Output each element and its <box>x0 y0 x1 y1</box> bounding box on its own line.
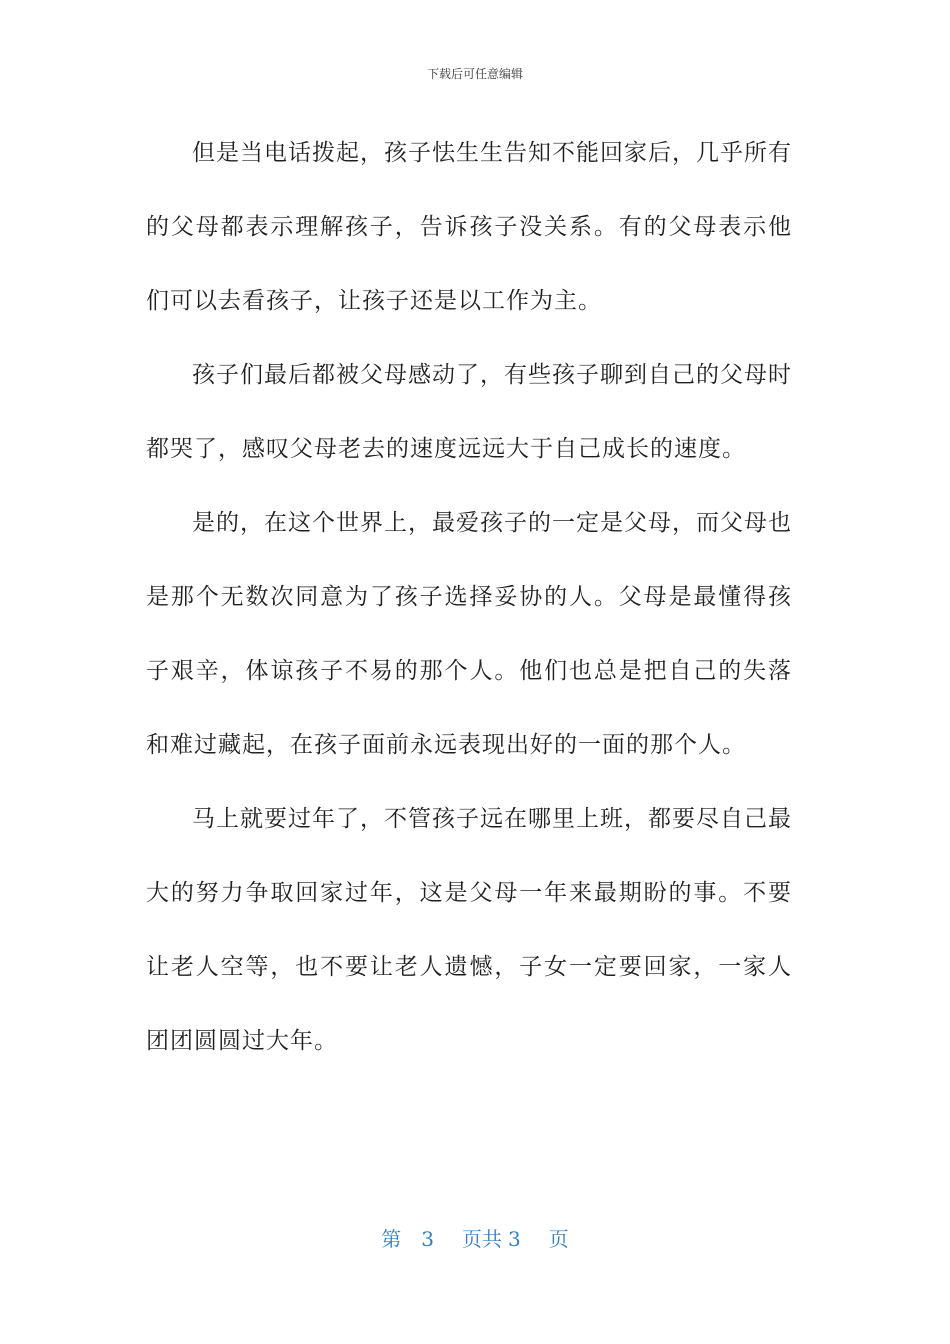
paragraph-3: 是的，在这个世界上，最爱孩子的一定是父母，而父母也是那个无数次同意为了孩子选择妥协的人。父母是最懂得孩子艰辛，体谅孩子不易的那个人。他们也总是把自己的失落和难过藏起，在孩子面前永远表现出好的一面的那个人。 <box>146 510 792 758</box>
page-footer <box>0 1226 950 1252</box>
footer-current-page: 3 <box>421 1227 434 1251</box>
footer-prefix: 第 <box>381 1227 402 1251</box>
paragraph-1: 但是当电话拨起，孩子怯生生告知不能回家后，几乎所有的父母都表示理解孩子，告诉孩子没关系。有的父母表示他们可以去看孩子，让孩子还是以工作为主。 <box>146 140 792 314</box>
page-header: 下载后可任意编辑 <box>426 67 523 81</box>
footer-middle: 页共 <box>462 1227 502 1251</box>
paragraph-4: 马上就要过年了，不管孩子远在哪里上班，都要尽自己最大的努力争取回家过年，这是父母一年来最期盼的事。不要让老人空等，也不要让老人遗憾，子女一定要回家，一家人团团圆圆过大年。 <box>146 806 792 1054</box>
document-body <box>146 116 792 1078</box>
paragraph-2: 孩子们最后都被父母感动了，有些孩子聊到自己的父母时都哭了，感叹父母老去的速度远远大于自己成长的速度。 <box>146 362 792 462</box>
footer-suffix: 页 <box>548 1227 569 1251</box>
footer-total-pages: 3 <box>508 1227 521 1251</box>
